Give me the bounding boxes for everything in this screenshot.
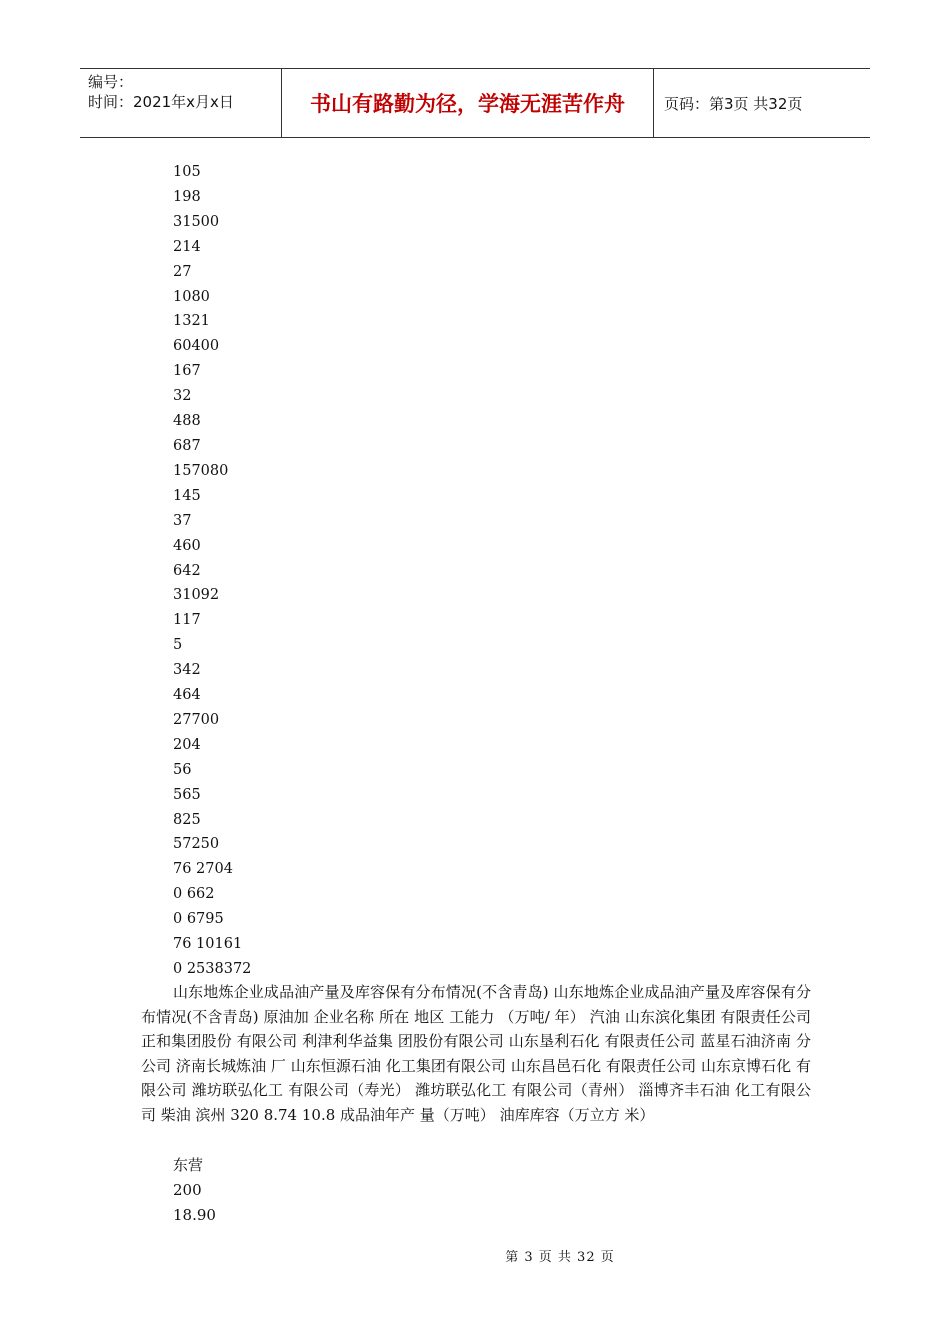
- page-footer: 第 3 页 共 32 页: [505, 1250, 615, 1265]
- tail-line: 18.90: [173, 1205, 216, 1224]
- number-line: 57250: [173, 836, 220, 853]
- number-label: 编号：: [88, 73, 134, 91]
- number-line: 117: [173, 612, 201, 629]
- page-label: 页码：第3页 共32页: [664, 94, 803, 113]
- number-line: 825: [173, 811, 201, 828]
- tail-line: 200: [173, 1180, 202, 1199]
- number-line: 204: [173, 736, 201, 753]
- tail-line: 东营: [173, 1156, 204, 1174]
- number-line: 460: [173, 537, 201, 554]
- number-line: 0 2538372: [173, 961, 252, 977]
- number-line: 145: [173, 487, 201, 504]
- number-line: 60400: [173, 338, 220, 355]
- number-line: 31500: [173, 213, 220, 230]
- number-line: 157080: [173, 462, 229, 479]
- number-line: 214: [173, 238, 201, 255]
- number-line: 642: [173, 562, 201, 579]
- number-line: 76 2704: [173, 861, 233, 878]
- number-line: 5: [173, 637, 183, 654]
- number-line: 565: [173, 786, 201, 803]
- number-line: 0 6795: [173, 911, 224, 928]
- number-line: 198: [173, 188, 201, 205]
- body-paragraph: 山东地炼企业成品油产量及库容保有分布情况(不含青岛) 山东地炼企业成品油产量及库容保有分布情况(不含青岛) 原油加 企业名称 所在 地区 工能力 （万吨/ 年） 汽油 山东滨化集团 有限责任公司 正和集团股份 有限公司 利津利华益集 团股份有限公司 山东垦利石化 有限责任公司 蓝星石油济南 分公司 济南长城炼油 厂 山东恒源石油 化工集团有限公司 山东昌邑石化 有限责任公司 山东京博石化 有限公司 潍坊联弘化工 有限公司（寿光） 潍坊联弘化工 有限公司（青州） 淄博齐丰石油 化工有限公司 柴油 滨州 320 8.74 10.8 成品油年产 量（万吨） 油库库容（万立方 米）: [141, 983, 811, 1124]
- tail-list: [173, 1153, 216, 1228]
- number-line: 1321: [173, 313, 210, 330]
- number-line: 76 10161: [173, 936, 243, 953]
- number-line: 464: [173, 687, 201, 704]
- number-line: 342: [173, 662, 201, 679]
- number-line: 56: [173, 761, 192, 778]
- number-line: 37: [173, 512, 192, 529]
- number-list: [173, 160, 251, 982]
- number-line: 167: [173, 363, 201, 380]
- number-line: 32: [173, 388, 192, 405]
- header-meta: [80, 69, 282, 137]
- motto: 书山有路勤为径，学海无涯苦作舟: [282, 69, 654, 137]
- number-line: 27700: [173, 711, 220, 728]
- number-line: 0 662: [173, 886, 215, 903]
- number-line: 488: [173, 413, 201, 430]
- number-line: 687: [173, 437, 201, 454]
- number-line: 27: [173, 263, 192, 280]
- number-line: 31092: [173, 587, 220, 604]
- number-line: 105: [173, 164, 201, 180]
- number-line: 1080: [173, 288, 210, 305]
- time-label: 时间：2021年x月x日: [88, 93, 234, 111]
- page-header: [80, 68, 870, 138]
